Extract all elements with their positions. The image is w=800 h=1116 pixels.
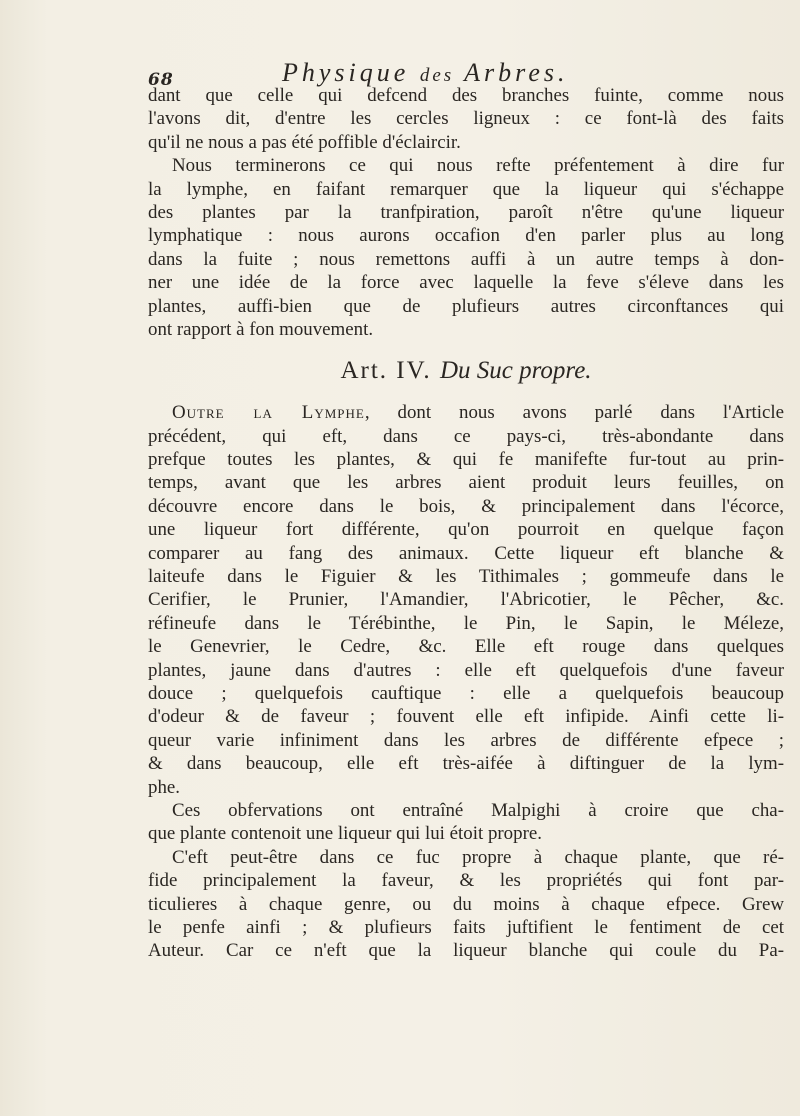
- text-line: phe.: [148, 776, 180, 798]
- paragraph-2: [148, 154, 784, 341]
- page-number: 68: [148, 70, 174, 90]
- text-line: fide principalement la faveur, & les propriétés qui font par-: [148, 870, 784, 892]
- text-line: plantes, auffi-bien que de plufieurs autres circonftances qui: [148, 295, 784, 317]
- lead-words: Outre la Lymphe: [172, 402, 365, 424]
- paragraph-3: [148, 401, 784, 799]
- section-title: Du Suc propre.: [439, 357, 592, 385]
- text-line: des plantes par la tranfpiration, paroît n'être qu'une liqueur: [148, 201, 784, 223]
- text-line: d'odeur & de faveur ; fouvent elle eft infipide. Ainfi cette li-: [148, 706, 784, 728]
- text-line: Auteur. Car ce n'eft que la liqueur blanche qui coule du Pa-: [148, 940, 784, 962]
- text-line: lymphatique : nous aurons occafion d'en parler plus au long: [148, 225, 784, 247]
- text-line: C'eft peut-être dans ce fuc propre à chaque plante, que ré-: [172, 846, 784, 868]
- text-line: le Genevrier, le Cedre, &c. Elle eft rouge dans quelques: [148, 636, 784, 658]
- section-heading: [148, 349, 784, 393]
- text-line: précédent, qui eft, dans ce pays-ci, très-abondante dans: [148, 425, 784, 447]
- paragraph-1: [148, 84, 784, 154]
- text-line: qu'il ne nous a pas été poffible d'éclaircir.: [148, 131, 461, 153]
- text-line: une liqueur fort différente, qu'on pourroit en quelque façon: [148, 519, 784, 541]
- paragraph-4: [148, 799, 784, 846]
- text-line: [148, 401, 784, 424]
- text-line: douce ; quelquefois cauftique : elle a quelquefois beaucoup: [148, 682, 784, 704]
- running-title-arbres: Arbres.: [464, 58, 569, 87]
- section-number: Art. IV.: [340, 357, 432, 385]
- text-line: plantes, jaune dans d'autres : elle eft quelquefois d'une faveur: [148, 659, 784, 681]
- text-line: queur varie infiniment dans les arbres de différente efpece ;: [148, 729, 784, 751]
- text-line: découvre encore dans le bois, & principalement dans l'écorce,: [148, 495, 784, 517]
- text-line: comparer au fang des animaux. Cette liqueur eft blanche &: [148, 542, 784, 564]
- text-line: laiteufe dans le Figuier & les Tithimales ; gommeufe dans le: [148, 566, 784, 588]
- text-line: ticulieres à chaque genre, ou du moins à chaque efpece. Grew: [148, 893, 784, 915]
- text-line: dans la fuite ; nous remettons auffi à un autre temps à don-: [148, 248, 784, 270]
- text-line: Nous terminerons ce qui nous refte préfentement à dire fur: [172, 155, 784, 177]
- text-line: & dans beaucoup, elle eft très-aifée à diftinguer de la lym-: [148, 753, 784, 775]
- text-line: que plante contenoit une liqueur qui lui étoit propre.: [148, 823, 542, 845]
- text-line: Ces obfervations ont entraîné Malpighi à croire que cha-: [172, 799, 784, 821]
- text-line: prefque toutes les plantes, & qui fe manifefte fur-tout au prin-: [148, 449, 784, 471]
- text-line: ont rapport à fon mouvement.: [148, 318, 374, 340]
- text-line: le penfe ainfi ; & plufieurs faits juftifient le fentiment de cet: [148, 916, 784, 938]
- running-title-des: des: [419, 65, 455, 86]
- text-line: Cerifier, le Prunier, l'Amandier, l'Abricotier, le Pêcher, &c.: [148, 589, 784, 611]
- running-title-physique: Physique: [282, 58, 410, 87]
- text-line-rest: , dont nous avons parlé dans l'Article: [364, 402, 784, 424]
- text-line: réfineufe dans le Térébinthe, le Pin, le Sapin, le Méleze,: [148, 612, 784, 634]
- text-line: la lymphe, en faifant remarquer que la liqueur qui s'échappe: [148, 178, 784, 200]
- text-line: ner une idée de la force avec laquelle la feve s'éleve dans les: [148, 272, 784, 294]
- text-line: temps, avant que les arbres aient produit leurs feuilles, on: [148, 472, 784, 494]
- paragraph-5: [148, 846, 784, 963]
- text-line: l'avons dit, d'entre les cercles ligneux : ce font-là des faits: [148, 108, 784, 130]
- body-text: [148, 84, 784, 963]
- text-line: dant que celle qui defcend des branches fuinte, comme nous: [148, 85, 784, 106]
